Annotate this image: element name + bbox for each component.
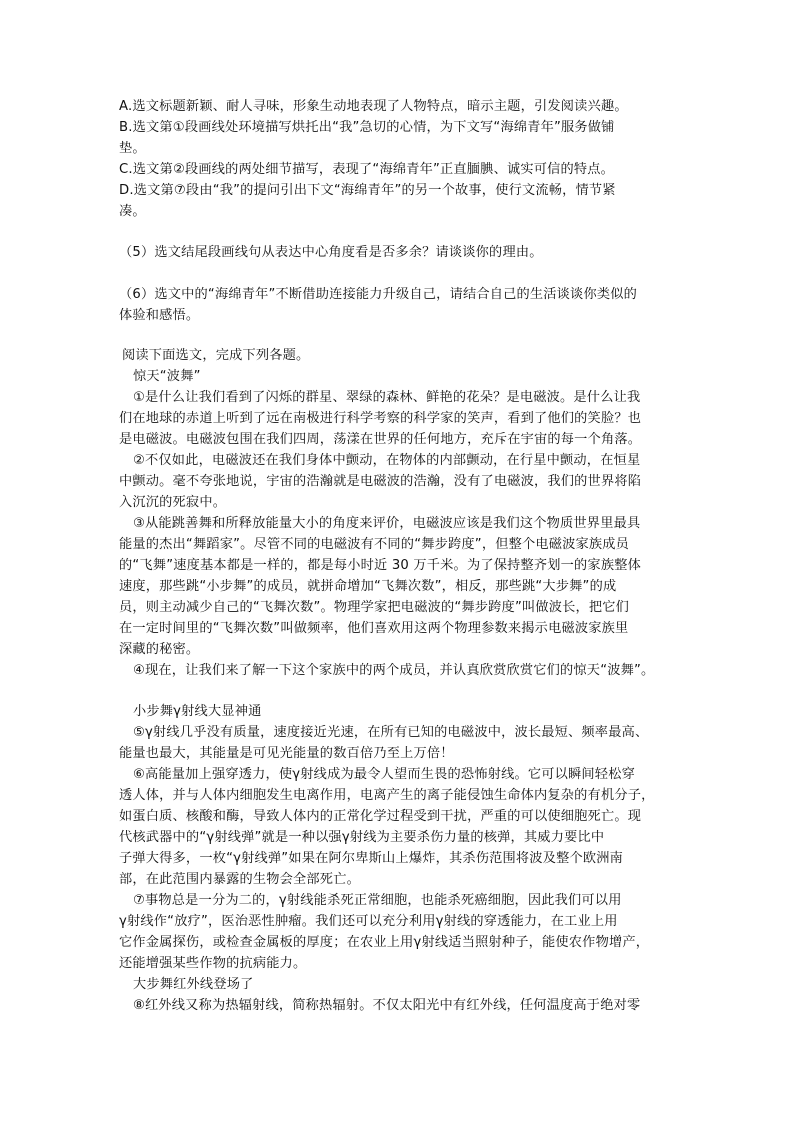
paragraph-line: ⑥高能量加上强穿透力，使γ射线成为最令人望而生畏的恐怖射线。它可以瞬间轻松穿 — [133, 767, 635, 782]
option-a: A.选文标题新颖、耐人寻味，形象生动地表现了人物特点，暗示主题，引发阅读兴趣。 — [119, 99, 628, 114]
paragraph-line: ③从能跳善舞和所释放能量大小的角度来评价，电磁波应该是我们这个物质世界里最具 — [133, 516, 641, 531]
paragraph-line: 中颤动。毫不夸张地说，宇宙的浩瀚就是电磁波的浩瀚，没有了电磁波，我们的世界将陷 — [119, 474, 642, 489]
paragraph-line: 的“飞舞”速度基本都是一样的，都是每小时近 30 万千米。为了保持整齐划一的家族整体 — [119, 558, 641, 573]
paragraph-line: 员，则主动减少自己的“飞舞次数”。物理学家把电磁波的“舞步跨度”叫做波长，把它们 — [119, 600, 630, 615]
paragraph-line: 透人体，并与人体内细胞发生电离作用，电离产生的离子能侵蚀生命体内复杂的有机分子， — [119, 788, 655, 803]
paragraph-line: 们在地球的赤道上听到了远在南极进行科学考察的科学家的笑声，看到了他们的笑脸？也 — [119, 411, 642, 426]
paragraph-line: 能量的杰出“舞蹈家”。尽管不同的电磁波有不同的“舞步跨度”，但整个电磁波家族成员 — [119, 537, 630, 552]
option-b-cont: 垫。 — [119, 141, 146, 156]
paragraph-line: ②不仅如此，电磁波还在我们身体中颤动，在物体的内部颤动，在行星中颤动，在恒星 — [133, 453, 641, 468]
paragraph-line: 入沉沉的死寂中。 — [119, 495, 227, 510]
section-subtitle-2: 大步舞红外线登场了 — [133, 977, 254, 992]
article-title: 惊天“波舞” — [133, 369, 201, 384]
option-d: D.选文第⑦段由“我”的提问引出下文“海绵青年”的另一个故事，使行文流畅，情节紧 — [119, 183, 616, 198]
paragraph-line: 深藏的秘密。 — [119, 642, 200, 657]
paragraph-line: 代核武器中的“γ射线弹”就是一种以强γ射线为主要杀伤力量的核弹，其威力要比中 — [119, 830, 605, 845]
question-6-cont: 体验和感悟。 — [119, 308, 200, 323]
paragraph-line: 还能增强某些作物的抗病能力。 — [119, 956, 307, 971]
paragraph-line: ④现在，让我们来了解一下这个家族中的两个成员，并认真欣赏欣赏它们的惊天“波舞”。 — [133, 663, 655, 678]
paragraph-line: 如蛋白质、核酸和酶，导致人体内的正常化学过程受到干扰，严重的可以使细胞死亡。现 — [119, 809, 642, 824]
question-5: （5）选文结尾段画线句从表达中心角度看是否多余？请谈谈你的理由。 — [119, 245, 543, 260]
option-b: B.选文第①段画线处环境描写烘托出“我”急切的心情，为下文写“海绵青年”服务做铺 — [119, 120, 615, 135]
paragraph-line: ⑧红外线又称为热辐射线，简称热辐射。不仅太阳光中有红外线，任何温度高于绝对零 — [133, 998, 641, 1013]
paragraph-line: 能量也最大，其能量是可见光能量的数百倍乃至上万倍！ — [119, 746, 454, 761]
paragraph-line: 它作金属探伤，或检查金属板的厚度；在农业上用γ射线适当照射种子，能使农作物增产， — [119, 935, 650, 950]
paragraph-line: 速度，那些跳“小步舞”的成员，就拼命增加“飞舞次数”，相反，那些跳“大步舞”的成 — [119, 579, 617, 594]
paragraph-line: ⑤γ射线几乎没有质量，速度接近光速，在所有已知的电磁波中，波长最短、频率最高、 — [133, 725, 649, 740]
paragraph-line: γ射线作“放疗”，医治恶性肿瘤。我们还可以充分利用γ射线的穿透能力，在工业上用 — [119, 914, 618, 929]
paragraph-line: 子弹大得多，一枚“γ射线弹”如果在阿尔卑斯山上爆炸，其杀伤范围将波及整个欧洲南 — [119, 851, 624, 866]
paragraph-line: ①是什么让我们看到了闪烁的群星、翠绿的森林、鲜艳的花朵？是电磁波。是什么让我 — [133, 390, 641, 405]
reading-instruction: 阅读下面选文，完成下列各题。 — [122, 348, 310, 363]
paragraph-line: 部，在此范围内暴露的生物会全部死亡。 — [119, 872, 360, 887]
paragraph-line: 在一定时间里的“飞舞次数”叫做频率，他们喜欢用这两个物理参数来揭示电磁波家族里 — [119, 621, 629, 636]
paragraph-line: ⑦事物总是一分为二的，γ射线能杀死正常细胞，也能杀死癌细胞，因此我们可以用 — [133, 893, 622, 908]
option-d-cont: 凑。 — [119, 204, 146, 219]
question-6: （6）选文中的“海绵青年”不断借助连接能力升级自己，请结合自己的生活谈谈你类似的 — [119, 287, 637, 302]
section-subtitle-1: 小步舞γ射线大显神通 — [133, 704, 262, 719]
paragraph-line: 是电磁波。电磁波包围在我们四周，荡漾在世界的任何地方，充斥在宇宙的每一个角落。 — [119, 432, 642, 447]
option-c: C.选文第②段画线的两处细节描写，表现了“海绵青年”正直腼腆、诚实可信的特点。 — [119, 162, 615, 177]
